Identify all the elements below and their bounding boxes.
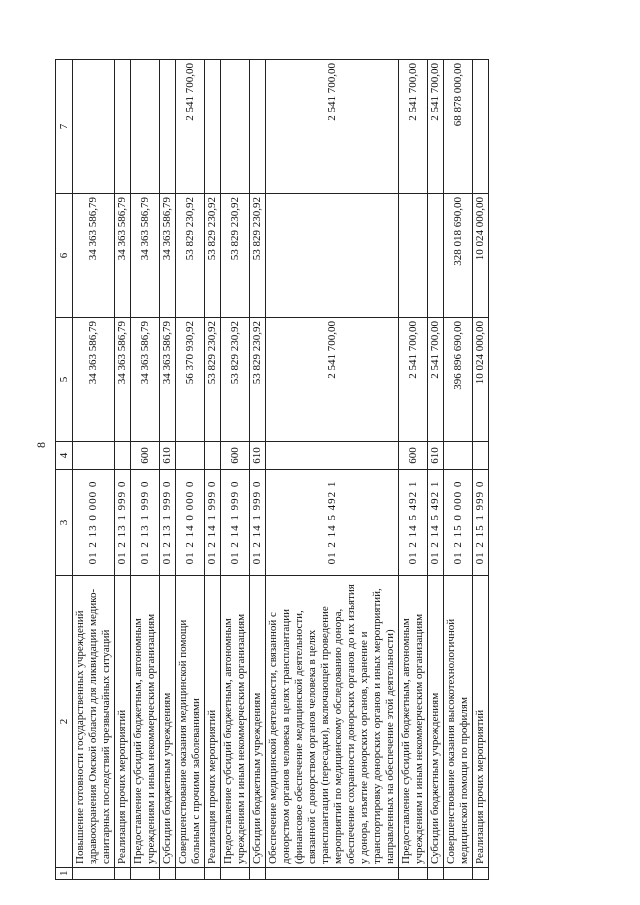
description-cell: Реализация прочих мероприятий xyxy=(205,576,221,868)
table-row xyxy=(160,60,176,880)
amount-total-cell: 396 896 690,00 xyxy=(444,318,473,442)
code-cell: 01 2 14 5 492 1 xyxy=(399,470,428,576)
code-cell: 01 2 14 1 999 0 xyxy=(205,470,221,576)
amount-regional-cell: 53 829 230,92 xyxy=(250,194,266,318)
amount-total-cell: 2 541 700,00 xyxy=(266,318,399,442)
description-cell: Субсидии бюджетным учреждениям xyxy=(160,576,176,868)
description-cell: Совершенствование оказания высокотехнологичной медицинской помощи по профилям xyxy=(444,576,473,868)
type-cell: 600 xyxy=(399,442,428,470)
amount-federal-cell xyxy=(131,60,160,194)
row-number-cell xyxy=(444,868,473,880)
amount-regional-cell: 10 024 000,00 xyxy=(473,194,489,318)
description-cell: Реализация прочих мероприятий xyxy=(115,576,131,868)
amount-total-cell: 53 829 230,92 xyxy=(250,318,266,442)
page-number: 8 xyxy=(34,442,48,448)
header-cell: 4 xyxy=(56,442,73,470)
table-row xyxy=(205,60,221,880)
description-cell: Реализация прочих мероприятий xyxy=(473,576,489,868)
rotated-table-wrapper xyxy=(55,60,575,880)
type-cell xyxy=(205,442,221,470)
budget-table xyxy=(55,59,489,880)
amount-regional-cell xyxy=(266,194,399,318)
amount-regional-cell: 34 363 586,79 xyxy=(115,194,131,318)
description-cell: Предоставление субсидий бюджетным, автономным учреждениям и иным некоммерческим организациям xyxy=(131,576,160,868)
amount-total-cell: 34 363 586,79 xyxy=(73,318,115,442)
amount-federal-cell: 2 541 700,00 xyxy=(428,60,444,194)
amount-total-cell: 2 541 700,00 xyxy=(399,318,428,442)
amount-total-cell: 34 363 586,79 xyxy=(160,318,176,442)
row-number-cell xyxy=(399,868,428,880)
code-cell: 01 2 14 1 999 0 xyxy=(250,470,266,576)
table-row xyxy=(428,60,444,880)
code-cell: 01 2 13 0 000 0 xyxy=(73,470,115,576)
amount-federal-cell xyxy=(160,60,176,194)
amount-federal-cell xyxy=(205,60,221,194)
code-cell: 01 2 13 1 999 0 xyxy=(160,470,176,576)
code-cell: 01 2 13 1 999 0 xyxy=(131,470,160,576)
code-cell: 01 2 15 1 999 0 xyxy=(473,470,489,576)
row-number-cell xyxy=(428,868,444,880)
row-number-cell xyxy=(266,868,399,880)
amount-total-cell: 34 363 586,79 xyxy=(131,318,160,442)
table-row xyxy=(250,60,266,880)
row-number-cell xyxy=(131,868,160,880)
amount-total-cell: 34 363 586,79 xyxy=(115,318,131,442)
table-row xyxy=(266,60,399,880)
amount-federal-cell xyxy=(73,60,115,194)
header-cell: 5 xyxy=(56,318,73,442)
amount-federal-cell xyxy=(473,60,489,194)
amount-federal-cell: 2 541 700,00 xyxy=(399,60,428,194)
type-cell: 600 xyxy=(131,442,160,470)
amount-total-cell: 2 541 700,00 xyxy=(428,318,444,442)
amount-federal-cell xyxy=(221,60,250,194)
type-cell xyxy=(176,442,205,470)
table-row xyxy=(73,60,115,880)
row-number-cell xyxy=(473,868,489,880)
code-cell: 01 2 14 5 492 1 xyxy=(266,470,399,576)
amount-total-cell: 10 024 000,00 xyxy=(473,318,489,442)
type-cell xyxy=(115,442,131,470)
header-cell: 6 xyxy=(56,194,73,318)
type-cell xyxy=(444,442,473,470)
description-cell: Субсидии бюджетным учреждениям xyxy=(428,576,444,868)
row-number-cell xyxy=(250,868,266,880)
amount-federal-cell xyxy=(250,60,266,194)
code-cell: 01 2 14 0 000 0 xyxy=(176,470,205,576)
row-number-cell xyxy=(160,868,176,880)
header-cell: 1 xyxy=(56,868,73,880)
table-row xyxy=(131,60,160,880)
description-cell: Предоставление субсидий бюджетным, автономным учреждениям и иным некоммерческим организациям xyxy=(221,576,250,868)
amount-federal-cell: 68 878 000,00 xyxy=(444,60,473,194)
type-cell: 610 xyxy=(250,442,266,470)
row-number-cell xyxy=(205,868,221,880)
table-row xyxy=(115,60,131,880)
type-cell: 610 xyxy=(160,442,176,470)
type-cell xyxy=(473,442,489,470)
amount-regional-cell xyxy=(428,194,444,318)
amount-federal-cell xyxy=(115,60,131,194)
header-cell: 2 xyxy=(56,576,73,868)
table-row xyxy=(221,60,250,880)
code-cell: 01 2 15 0 000 0 xyxy=(444,470,473,576)
amount-regional-cell: 53 829 230,92 xyxy=(221,194,250,318)
header-cell: 3 xyxy=(56,470,73,576)
amount-regional-cell: 34 363 586,79 xyxy=(73,194,115,318)
row-number-cell xyxy=(176,868,205,880)
type-cell: 610 xyxy=(428,442,444,470)
table-row xyxy=(473,60,489,880)
amount-total-cell: 53 829 230,92 xyxy=(205,318,221,442)
row-number-cell xyxy=(221,868,250,880)
amount-regional-cell: 53 829 230,92 xyxy=(176,194,205,318)
table-row xyxy=(444,60,473,880)
type-cell xyxy=(73,442,115,470)
code-cell: 01 2 13 1 999 0 xyxy=(115,470,131,576)
type-cell xyxy=(266,442,399,470)
amount-regional-cell: 53 829 230,92 xyxy=(205,194,221,318)
amount-regional-cell: 34 363 586,79 xyxy=(160,194,176,318)
description-cell: Субсидии бюджетным учреждениям xyxy=(250,576,266,868)
row-number-cell xyxy=(73,868,115,880)
row-number-cell xyxy=(115,868,131,880)
description-cell: Повышение готовности государственных учреждений здравоохранения Омской области для ликвидации медико-санитарных последствий чрезвычайных ситуаций xyxy=(73,576,115,868)
table-row xyxy=(176,60,205,880)
header-row xyxy=(56,60,73,880)
code-cell: 01 2 14 1 999 0 xyxy=(221,470,250,576)
amount-regional-cell: 34 363 586,79 xyxy=(131,194,160,318)
amount-regional-cell: 328 018 690,00 xyxy=(444,194,473,318)
description-cell: Предоставление субсидий бюджетным, автономным учреждениям и иным некоммерческим организациям xyxy=(399,576,428,868)
code-cell: 01 2 14 5 492 1 xyxy=(428,470,444,576)
amount-federal-cell: 2 541 700,00 xyxy=(176,60,205,194)
amount-total-cell: 56 370 930,92 xyxy=(176,318,205,442)
type-cell: 600 xyxy=(221,442,250,470)
description-cell: Совершенствование оказания медицинской помощи больным с прочими заболеваниями xyxy=(176,576,205,868)
header-cell: 7 xyxy=(56,60,73,194)
amount-federal-cell: 2 541 700,00 xyxy=(266,60,399,194)
table-row xyxy=(399,60,428,880)
amount-total-cell: 53 829 230,92 xyxy=(221,318,250,442)
description-cell: Обеспечение медицинской деятельности, связанной с донорством органов человека в целях трансплантации (финансовое обеспечение медицинской деятельности, связанной с донорством органов человека в целях трансплантации (пересадки), включающей проведение мероприятий по медицинскому обследованию донора, обеспечение сохранности донорских органов до их изъятия у донора, изъятие донорских органов, хранение и транспортировку донорских органов и иных мероприятий, направленных на обеспечение этой деятельности) xyxy=(266,576,399,868)
amount-regional-cell xyxy=(399,194,428,318)
